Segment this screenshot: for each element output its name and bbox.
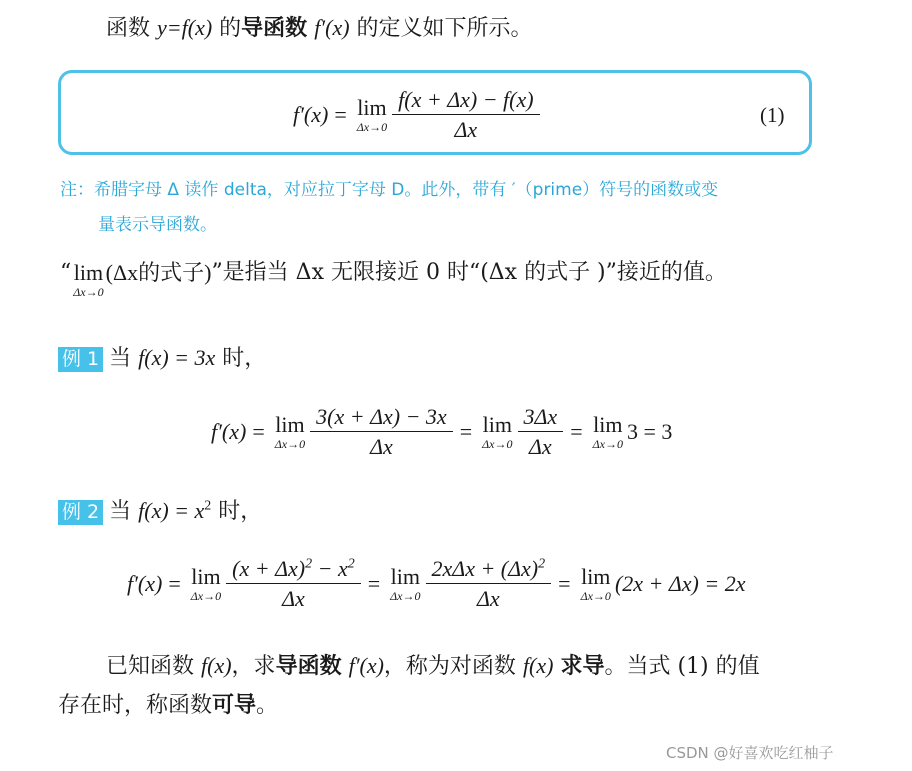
example-1-limit-1 — [274, 411, 306, 451]
example-1-tail: 3 = 3 — [626, 418, 673, 444]
numerator: 3Δx — [523, 404, 558, 429]
lim-explanation — [60, 262, 727, 298]
equation-number: (1) — [760, 103, 785, 127]
text: 。 — [256, 693, 279, 718]
example-2-cond-expr: f(x) = x — [138, 498, 205, 523]
example-2-label: 例 2 — [58, 500, 103, 525]
example-1-limit-2 — [482, 411, 513, 451]
lim-word: lim — [581, 563, 611, 589]
term-differentiable: 可导 — [212, 692, 257, 718]
example-1-formula — [211, 405, 672, 458]
example-2-fraction-1 — [229, 557, 358, 610]
lim-subscript: Δx→0 — [356, 119, 388, 134]
example-2-limit-1 — [190, 563, 222, 603]
intro-text-1: 函数 — [106, 16, 151, 41]
function-symbol: f(x) — [201, 653, 232, 678]
exponent: 2 — [538, 556, 546, 572]
conclusion-line-1 — [106, 655, 760, 678]
text: ，求 — [231, 654, 276, 679]
lim-subscript: Δx→0 — [190, 588, 222, 603]
equals: = — [168, 570, 181, 596]
exponent: 2 — [305, 556, 313, 572]
lim-word: lim — [275, 411, 305, 437]
equals: = — [252, 418, 265, 444]
lim-subscript: Δx→0 — [482, 436, 513, 451]
example-1-cond-expr: f(x) = 3x — [138, 345, 216, 370]
numerator — [429, 557, 549, 583]
definition-denominator: Δx — [392, 114, 539, 141]
text: 已知函数 — [106, 654, 195, 679]
example-1-label: 例 1 — [58, 347, 103, 372]
numerator: 3(x + Δx) − 3x — [316, 404, 447, 429]
example-2-limit-3 — [580, 563, 611, 603]
explanation-limit — [73, 262, 103, 298]
lim-word: lim — [390, 563, 420, 589]
example-1-fraction-1 — [313, 405, 450, 458]
intro-paragraph — [106, 17, 533, 40]
definition-limit — [356, 94, 388, 134]
example-1-cond-post: 时， — [222, 346, 267, 371]
example-1-fraction-2 — [521, 405, 561, 458]
equals: = — [570, 418, 583, 444]
note-line-2: 量表示导函数。 — [98, 215, 217, 235]
definition-formula — [293, 88, 541, 141]
numerator-part: − x — [312, 556, 348, 581]
example-2-cond-exp: 2 — [204, 498, 212, 514]
intro-function-def: y=f(x) — [157, 15, 213, 40]
text: ，称为对函数 — [383, 654, 516, 679]
numerator-part: 2xΔx + (Δx) — [431, 556, 539, 581]
example-2-cond-pre: 当 — [109, 499, 132, 524]
lim-subscript: Δx→0 — [274, 436, 306, 451]
explanation-rest: ”是指当 Δx 无限接近 0 时“(Δx 的式子 )”接近的值。 — [211, 260, 727, 285]
watermark: CSDN @好喜欢吃红柚子 — [666, 744, 834, 762]
example-2-tail: (2x + Δx) = 2x — [614, 570, 746, 596]
example-2-formula — [127, 557, 746, 610]
denominator: Δx — [226, 583, 361, 610]
denominator: Δx — [310, 431, 453, 458]
text: 存在时，称函数 — [58, 693, 213, 718]
definition-equals: = — [334, 101, 347, 127]
example-2-fraction-2 — [429, 557, 549, 610]
fprime-symbol: f′(x) — [348, 653, 384, 678]
term-derivative: 导函数 — [275, 653, 342, 679]
term-differentiate: 求导 — [560, 653, 605, 679]
function-symbol: f(x) — [522, 653, 554, 678]
definition-numerator: f(x + Δx) − f(x) — [398, 87, 534, 112]
intro-term-derivative: 导函数 — [241, 15, 308, 41]
example-1-cond-pre: 当 — [109, 346, 132, 371]
example-2-heading — [58, 500, 262, 525]
numerator — [229, 557, 358, 583]
equals: = — [459, 418, 473, 444]
open-quote: “ — [60, 260, 72, 285]
denominator: Δx — [426, 583, 552, 610]
exponent: 2 — [347, 556, 355, 572]
definition-lhs: f′(x) — [293, 101, 329, 127]
lim-word: lim — [357, 94, 387, 120]
lim-word: lim — [191, 563, 221, 589]
lim-subscript: Δx→0 — [592, 436, 623, 451]
example-2-lhs: f′(x) — [127, 570, 163, 596]
example-1-limit-3 — [592, 411, 623, 451]
example-1-heading — [58, 347, 266, 372]
intro-text-2: 的 — [219, 16, 242, 41]
intro-text-3: 的定义如下所示。 — [356, 16, 533, 41]
equals: = — [367, 570, 381, 596]
text: 。当式 (1) 的值 — [604, 654, 760, 679]
numerator-part: (x + Δx) — [232, 556, 306, 581]
intro-fprime: f′(x) — [314, 15, 350, 40]
lim-subscript: Δx→0 — [580, 588, 611, 603]
example-1-lhs: f′(x) — [211, 418, 247, 444]
lim-subscript: Δx→0 — [390, 588, 421, 603]
lim-word: lim — [482, 411, 512, 437]
example-2-limit-2 — [390, 563, 421, 603]
equals: = — [558, 570, 571, 596]
conclusion-line-2 — [58, 694, 278, 717]
example-2-cond-post: 时， — [218, 499, 263, 524]
lim-subscript: Δx→0 — [73, 285, 104, 299]
note-line-1: 注：希腊字母 Δ 读作 delta，对应拉丁字母 D。此外，带有 ′（prime）符号的函数或变 — [60, 180, 719, 200]
definition-fraction — [395, 88, 536, 141]
lim-word: lim — [73, 260, 104, 285]
denominator: Δx — [518, 431, 564, 458]
explanation-expr: (Δx的式子) — [105, 260, 212, 285]
lim-word: lim — [593, 411, 623, 437]
